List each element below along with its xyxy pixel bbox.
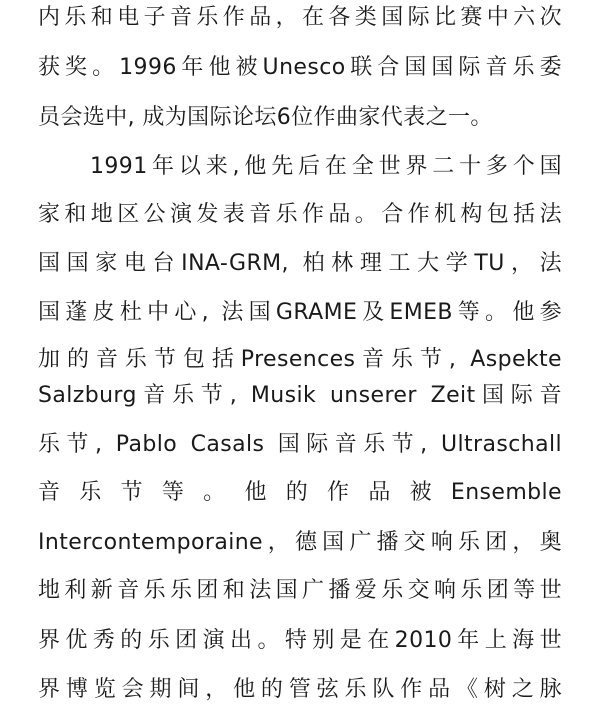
text-line: 内乐和电子音乐作品，在各类国际比赛中六次 — [38, 5, 562, 30]
text-line: 国蓬皮杜中心, 法国GRAME及EMEB等。他参 — [38, 300, 562, 325]
text-line: 界优秀的乐团演出。特别是在2010年上海世 — [38, 628, 562, 653]
paragraph-first-line: 1991年以来,他先后在全世界二十多个国 — [90, 154, 562, 179]
text-line: 界博览会期间，他的管弦乐队作品《树之脉 — [38, 677, 562, 702]
text-line: 地利新音乐乐团和法国广播爱乐交响乐团等世 — [38, 578, 562, 603]
text-line: 国国家电台INA-GRM, 柏林理工大学TU，法 — [38, 251, 562, 276]
text-line: Salzburg音乐节, Musik unserer Zeit国际音 — [38, 383, 562, 408]
text-line: 家和地区公演发表音乐作品。合作机构包括法 — [38, 202, 562, 227]
text-line: 加的音乐节包括Presences音乐节, Aspekte — [38, 347, 562, 372]
text-line: 乐节, Pablo Casals 国际音乐节, Ultraschall — [38, 432, 562, 457]
text-line: 音 乐 节 等 。 他 的 作 品 被 Ensemble — [38, 480, 562, 505]
text-line: 获奖。1996年他被Unesco联合国国际音乐委 — [38, 55, 562, 80]
text-line: Intercontemporaine，德国广播交响乐团，奥 — [38, 530, 562, 555]
text-line: 员会选中, 成为国际论坛6位作曲家代表之一。 — [38, 105, 493, 130]
